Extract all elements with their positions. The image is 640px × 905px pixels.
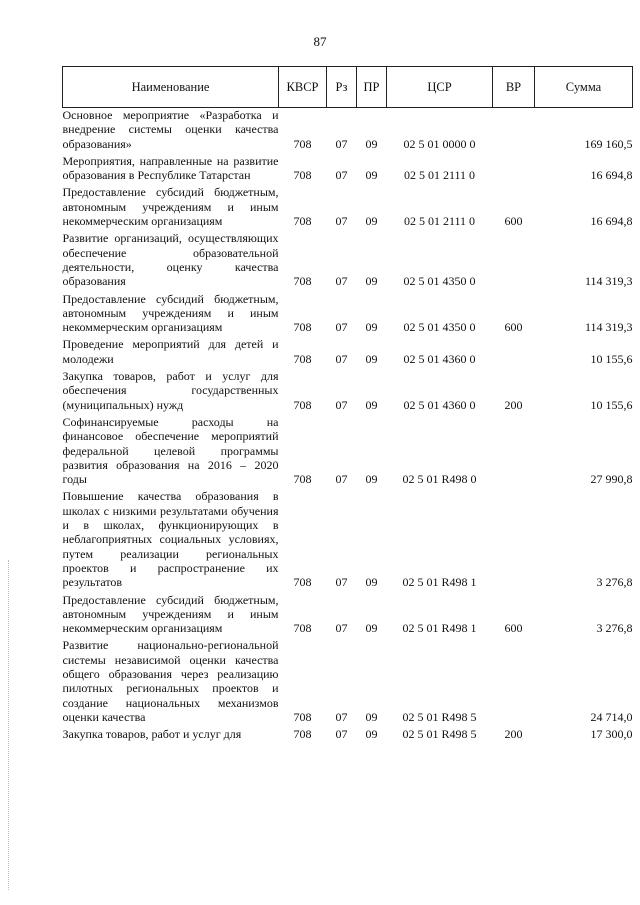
row-vr — [493, 108, 535, 154]
row-vr — [493, 415, 535, 489]
page-number: 87 — [313, 34, 327, 49]
row-sum: 114 319,3 — [584, 274, 633, 289]
row-vr: 600 — [504, 621, 523, 636]
header-rz: Рз — [327, 67, 357, 108]
row-name: Софинансируемые расходы на финансовое обеспечение мероприятий федеральной целевой программы развития образования на 2016 – 2020 годы — [62, 414, 279, 487]
table-row — [63, 415, 633, 489]
row-pr: 09 — [365, 575, 378, 590]
row-vr — [493, 337, 535, 369]
row-vr: 600 — [504, 214, 523, 229]
row-sum: 16 694,8 — [590, 168, 633, 183]
row-csr: 02 5 01 4350 0 — [403, 274, 476, 289]
header-pr: ПР — [357, 67, 387, 108]
table-row — [63, 638, 633, 727]
row-kvsr: 708 — [293, 575, 312, 590]
row-name: Предоставление субсидий бюджетным, автономным учреждениям и иным некоммерческим организациям — [62, 185, 279, 229]
row-kvsr: 708 — [293, 214, 312, 229]
row-name: Развитие организаций, осуществляющих обеспечение образовательной деятельности, оценку качества образования — [62, 231, 279, 289]
row-vr: 600 — [504, 320, 523, 335]
row-csr: 02 5 01 4360 0 — [403, 351, 476, 366]
row-kvsr: 708 — [293, 621, 312, 636]
header-name: Наименование — [63, 67, 279, 108]
row-kvsr: 708 — [293, 136, 312, 151]
table-row — [63, 185, 633, 231]
row-pr: 09 — [365, 168, 378, 183]
row-sum: 10 155,6 — [590, 351, 633, 366]
row-pr: 09 — [365, 214, 378, 229]
row-name: Предоставление субсидий бюджетным, автономным учреждениям и иным некоммерческим организациям — [62, 291, 279, 335]
row-kvsr: 708 — [293, 320, 312, 335]
table-row — [63, 337, 633, 369]
row-sum: 3 276,8 — [596, 621, 633, 636]
row-rz: 07 — [335, 320, 348, 335]
row-csr: 02 5 01 4350 0 — [403, 320, 476, 335]
row-rz: 07 — [335, 621, 348, 636]
row-pr: 09 — [365, 727, 378, 742]
row-name: Мероприятия, направленные на развитие образования в Республике Татарстан — [62, 153, 279, 183]
row-pr: 09 — [365, 472, 378, 487]
header-sum: Сумма — [535, 67, 633, 108]
row-sum: 16 694,8 — [590, 214, 633, 229]
row-vr — [493, 154, 535, 186]
row-sum: 24 714,0 — [590, 709, 633, 724]
row-pr: 09 — [365, 709, 378, 724]
row-rz: 07 — [335, 727, 348, 742]
row-rz: 07 — [335, 274, 348, 289]
row-rz: 07 — [335, 472, 348, 487]
row-pr: 09 — [365, 320, 378, 335]
row-name: Повышение качества образования в школах с низкими результатами обучения и в школах, функционирующих в неблагоприятных социальных условиях, путем реализации региональных проектов и распространение их результатов — [62, 489, 279, 590]
table-row — [63, 154, 633, 186]
row-vr: 200 — [504, 727, 523, 742]
row-csr: 02 5 01 R498 1 — [402, 575, 477, 590]
row-csr: 02 5 01 2111 0 — [403, 214, 476, 229]
row-kvsr: 708 — [293, 168, 312, 183]
header-csr: ЦСР — [387, 67, 493, 108]
header-kvsr: КВСР — [279, 67, 327, 108]
table-row — [63, 369, 633, 415]
row-pr: 09 — [365, 351, 378, 366]
row-name: Основное мероприятие «Разработка и внедрение системы оценки качества образования» — [62, 108, 279, 151]
scan-margin-marks — [8, 560, 12, 890]
row-name: Проведение мероприятий для детей и молодежи — [62, 337, 279, 366]
table-row — [63, 231, 633, 291]
table-body — [63, 108, 633, 745]
table-row — [63, 727, 633, 744]
table-row — [63, 593, 633, 639]
row-sum: 10 155,6 — [590, 397, 633, 412]
row-rz: 07 — [335, 709, 348, 724]
row-rz: 07 — [335, 397, 348, 412]
row-sum: 17 300,0 — [590, 727, 633, 742]
row-vr — [493, 489, 535, 592]
row-vr — [493, 638, 535, 727]
row-pr: 09 — [365, 136, 378, 151]
row-csr: 02 5 01 0000 0 — [403, 136, 476, 151]
row-kvsr: 708 — [293, 472, 312, 487]
row-pr: 09 — [365, 397, 378, 412]
row-rz: 07 — [335, 351, 348, 366]
header-vr: ВР — [493, 67, 535, 108]
row-vr: 200 — [504, 397, 523, 412]
row-pr: 09 — [365, 621, 378, 636]
row-rz: 07 — [335, 136, 348, 151]
row-kvsr: 708 — [293, 351, 312, 366]
row-csr: 02 5 01 R498 5 — [402, 709, 477, 724]
row-sum: 169 160,5 — [584, 136, 633, 151]
table-row — [63, 108, 633, 154]
row-kvsr: 708 — [293, 727, 312, 742]
table-row — [63, 292, 633, 338]
row-csr: 02 5 01 R498 5 — [402, 727, 477, 742]
row-sum: 114 319,3 — [584, 320, 633, 335]
row-kvsr: 708 — [293, 709, 312, 724]
row-kvsr: 708 — [293, 397, 312, 412]
row-csr: 02 5 01 R498 0 — [402, 472, 477, 487]
row-sum: 3 276,8 — [596, 575, 633, 590]
row-kvsr: 708 — [293, 274, 312, 289]
row-name: Закупка товаров, работ и услуг для — [62, 727, 242, 742]
row-rz: 07 — [335, 214, 348, 229]
table-row — [63, 489, 633, 592]
row-pr: 09 — [365, 274, 378, 289]
row-name: Развитие национально-региональной системы независимой оценки качества общего образования через реализацию пилотных региональных проектов и создание национальных механизмов оценки качества — [62, 638, 279, 724]
table-header-row — [63, 67, 633, 108]
row-sum: 27 990,8 — [590, 472, 633, 487]
row-csr: 02 5 01 2111 0 — [403, 168, 476, 183]
row-rz: 07 — [335, 168, 348, 183]
row-name: Предоставление субсидий бюджетным, автономным учреждениям и иным некоммерческим организациям — [62, 592, 279, 636]
row-csr: 02 5 01 4360 0 — [403, 397, 476, 412]
row-vr — [493, 231, 535, 291]
row-rz: 07 — [335, 575, 348, 590]
row-csr: 02 5 01 R498 1 — [402, 621, 477, 636]
budget-table — [62, 66, 633, 744]
row-name: Закупка товаров, работ и услуг для обеспечения государственных (муниципальных) нужд — [62, 369, 279, 412]
